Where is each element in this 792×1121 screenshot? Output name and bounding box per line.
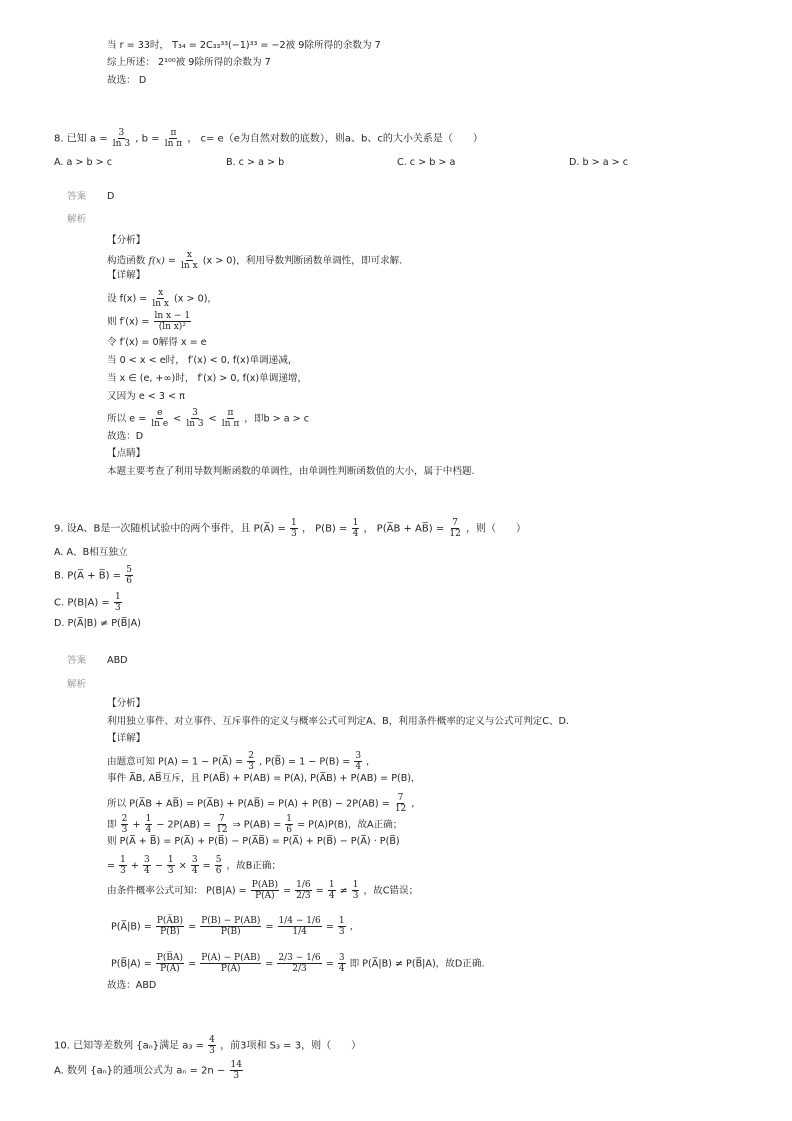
analysis-label: 解析 [67, 214, 87, 225]
denominator: 3 [338, 927, 345, 937]
text-line [107, 751, 369, 772]
numerator: π [170, 128, 177, 138]
math: f(x) = [148, 255, 176, 267]
denominator: 3 [248, 762, 254, 772]
option-d: D. b > a > c [569, 157, 629, 168]
numerator: 1 [115, 592, 121, 602]
denominator: ln x [181, 261, 198, 271]
denominator: P(B) [220, 927, 241, 937]
section-heading: 【分析】 [107, 698, 146, 709]
numerator: 7 [218, 814, 225, 824]
text: 由条件概率公式可知： P(B|A) = [107, 885, 247, 897]
denominator: 12 [216, 825, 228, 835]
numerator: 7 [397, 793, 404, 803]
section-heading: 【详解】 [107, 270, 146, 281]
denominator: 12 [394, 804, 407, 814]
text: , [349, 921, 353, 933]
fraction [151, 288, 170, 309]
text: B. P(A̅ + B̅) = [54, 570, 122, 582]
text: = P(A)P(B)，故A正确； [297, 819, 403, 831]
stem-text: 10. 已知等差数列 {aₙ}满足 a₃ = [54, 1040, 204, 1052]
fraction [328, 880, 336, 901]
stem-text: ，则（ ） [466, 523, 527, 535]
denominator: 4 [355, 762, 362, 772]
denominator: ln x [152, 299, 169, 309]
fraction [112, 128, 131, 149]
numerator: 3 [355, 751, 362, 761]
text: ≠ [339, 885, 348, 897]
text-line: 当 x ∈ (e, +∞)时， f′(x) > 0, f(x)单调递增， [107, 373, 308, 384]
fraction [164, 128, 183, 149]
text-line: 令 f′(x) = 0解得 x = e [107, 337, 207, 348]
numerator: x [158, 288, 164, 298]
fraction [354, 751, 362, 772]
fraction [143, 855, 151, 876]
text: + [132, 819, 141, 831]
option-b: B. c > a > b [226, 157, 285, 168]
text: = [107, 860, 116, 872]
fraction [285, 814, 293, 835]
fraction [277, 953, 321, 974]
numerator: 1 [338, 916, 345, 926]
denominator: P(A) [255, 891, 275, 901]
text-line [107, 814, 402, 835]
fraction [200, 916, 261, 937]
text: C. P(B|A) = [54, 597, 110, 609]
text: = [325, 958, 334, 970]
text: + [130, 860, 139, 872]
numerator: 2 [121, 814, 128, 824]
fraction [200, 953, 261, 974]
fraction [295, 880, 311, 901]
text-line: 综上所述： 2¹⁰⁰被 9除所得的余数为 7 [107, 57, 271, 68]
fraction [290, 518, 298, 539]
text: = [202, 860, 211, 872]
denominator: 2/3 [292, 964, 307, 974]
text: − [154, 860, 163, 872]
fraction [191, 855, 199, 876]
fraction [215, 855, 223, 876]
denominator: (ln x)² [158, 322, 186, 332]
denominator: 2/3 [296, 891, 311, 901]
text-line [107, 855, 281, 876]
answer-value: D [107, 191, 115, 202]
denominator: P(B) [160, 927, 180, 937]
text-line: 又因为 e < 3 < π [107, 391, 185, 402]
text: 则 f′(x) = [107, 316, 150, 328]
question-8-stem [54, 128, 483, 149]
denominator: 4 [145, 825, 152, 835]
stem-text: ， P(A̅B + AB̅) = [363, 523, 445, 535]
stem-text: ， P(B) = [301, 523, 348, 535]
numerator: 1 [145, 814, 152, 824]
text: A. 数列 {aₙ}的通项公式为 aₙ = 2n − [54, 1065, 226, 1077]
option-a [54, 1060, 244, 1081]
numerator: 5 [126, 565, 132, 575]
denominator: 12 [449, 529, 461, 539]
stem-text: 8. 已知 a = [54, 133, 108, 145]
numerator: 1 [352, 518, 359, 528]
text: P(A̅|B) = [111, 921, 152, 933]
text-line [107, 311, 192, 332]
stem-text: ， c= e（e为自然对数的底数），则a、b、c的大小关系是（ ） [187, 133, 483, 145]
text: < [173, 413, 182, 425]
denominator: 4 [338, 964, 345, 974]
numerator: π [227, 408, 234, 418]
text-line [111, 916, 353, 937]
stem-text: , b = [135, 133, 160, 145]
denominator: 3 [209, 1046, 215, 1056]
text-line [107, 880, 418, 901]
text: × [178, 860, 187, 872]
text-line [107, 408, 309, 429]
text: ，故C错误； [363, 885, 419, 897]
numerator: P(B̅A) [156, 953, 184, 963]
denominator: 4 [352, 529, 359, 539]
denominator: 3 [121, 825, 128, 835]
text-line: 则 P(A̅ + B̅) = P(A̅) + P(B̅) − P(A̅B̅) = P(A̅) + P(B̅) − P(A̅) · P(B̅) [107, 836, 400, 847]
option-d: D. P(A̅|B) ≠ P(B̅|A) [54, 618, 141, 629]
fraction [394, 793, 407, 814]
numerator: 2/3 − 1/6 [278, 953, 321, 963]
section-heading: 【分析】 [107, 235, 146, 246]
text: = [188, 921, 197, 933]
fraction [352, 880, 360, 901]
text: 由题意可知 P(A) = 1 − P(A̅) = [107, 756, 244, 768]
text: = [283, 885, 292, 897]
denominator: ln π [164, 139, 183, 149]
denominator: 6 [215, 866, 222, 876]
fraction [167, 855, 175, 876]
numerator: P(A̅B) [156, 916, 184, 926]
fraction [251, 880, 279, 901]
option-c [54, 592, 123, 613]
text: ⇒ P(AB) = [232, 819, 282, 831]
fraction [145, 814, 153, 835]
text-line: 本题主要考查了利用导数判断函数的单调性，由单调性判断函数值的大小，属于中档题. [107, 466, 475, 477]
numerator: P(AB) [251, 880, 278, 890]
denominator: 6 [286, 825, 293, 835]
fraction [180, 250, 199, 271]
numerator: 1 [328, 880, 335, 890]
text: ，故B正确； [226, 860, 282, 872]
fraction [338, 916, 346, 937]
numerator: 1 [291, 518, 297, 528]
text: = [315, 885, 324, 897]
denominator: ln 3 [186, 419, 204, 429]
text: 设 f(x) = [107, 293, 148, 305]
section-heading: 【详解】 [107, 733, 146, 744]
text-line [111, 953, 485, 974]
numerator: 3 [192, 408, 198, 418]
text: , P(B̅) = 1 − P(B) = [259, 756, 351, 768]
fraction [278, 916, 322, 937]
denominator: 3 [352, 891, 359, 901]
numerator: 5 [215, 855, 222, 865]
fraction [448, 518, 461, 539]
denominator: 1/4 [292, 927, 307, 937]
denominator: 3 [233, 1071, 240, 1081]
numerator: 7 [452, 518, 458, 528]
text: − 2P(AB) = [156, 819, 212, 831]
fraction [121, 814, 129, 835]
numerator: 1/6 [296, 880, 311, 890]
fraction [352, 518, 360, 539]
denominator: 3 [291, 529, 297, 539]
text: = [265, 958, 274, 970]
text: = [325, 921, 334, 933]
fraction [215, 814, 228, 835]
option-a: A. A、B相互独立 [54, 547, 128, 558]
numerator: 14 [230, 1060, 242, 1070]
text-line: 当 0 < x < e时， f′(x) < 0, f(x)单调递减， [107, 355, 298, 366]
text: 所以 e = [107, 413, 147, 425]
option-b [54, 565, 134, 586]
fraction [119, 855, 127, 876]
fraction [154, 311, 192, 332]
numerator: 3 [118, 128, 125, 138]
numerator: ln x − 1 [154, 311, 191, 321]
text-line [107, 793, 414, 814]
question-9-stem [54, 518, 526, 539]
numerator: 3 [144, 855, 150, 865]
text: , [366, 756, 370, 768]
text: (x > 0)， [174, 293, 218, 305]
analysis-label: 解析 [67, 679, 87, 690]
section-heading: 【点睛】 [107, 448, 146, 459]
stem-text: ，前3项和 S₃ = 3，则（ ） [220, 1040, 362, 1052]
fraction [125, 565, 133, 586]
answer-label: 答案 [67, 655, 87, 666]
numerator: 1 [120, 855, 126, 865]
fraction [230, 1060, 243, 1081]
denominator: 3 [120, 866, 126, 876]
denominator: ln 3 [112, 139, 131, 149]
text: 构造函数 [107, 255, 146, 267]
numerator: P(B) − P(AB) [201, 916, 261, 926]
option-a: A. a > b > c [54, 157, 113, 168]
text: P(B̅|A) = [111, 958, 152, 970]
text-line: 故选：ABD [107, 980, 157, 991]
fraction [247, 751, 255, 772]
numerator: 1 [286, 814, 293, 824]
numerator: 3 [338, 953, 345, 963]
numerator: 4 [209, 1035, 215, 1045]
numerator: e [157, 408, 163, 418]
text: 即 P(A̅|B) ≠ P(B̅|A)，故D正确. [349, 958, 485, 970]
text: = [265, 921, 274, 933]
numerator: 1/4 − 1/6 [278, 916, 321, 926]
denominator: P(A) [220, 964, 241, 974]
text: = [188, 958, 197, 970]
answer-value: ABD [107, 655, 128, 666]
text-line [107, 288, 217, 309]
fraction [338, 953, 346, 974]
fraction [114, 592, 122, 613]
text: (x > 0)，利用导数判断函数单调性，即可求解. [202, 255, 403, 267]
denominator: ln π [221, 419, 240, 429]
numerator: 2 [248, 751, 254, 761]
question-10-stem [54, 1035, 361, 1056]
text-line: 故选： D [107, 75, 147, 86]
text: ，即b > a > c [244, 413, 310, 425]
denominator: 3 [167, 866, 174, 876]
text-line [107, 250, 402, 271]
numerator: x [186, 250, 192, 260]
denominator: ln e [151, 419, 169, 429]
text-line: 利用独立事件、对立事件、互斥事件的定义与概率公式可判定A、B，利用条件概率的定义与公式可判定C、D. [107, 716, 569, 727]
option-c: C. c > b > a [397, 157, 456, 168]
numerator: 1 [352, 880, 359, 890]
text: 即 [107, 819, 117, 831]
answer-label: 答案 [67, 191, 87, 202]
fraction [156, 953, 184, 974]
fraction [221, 408, 240, 429]
text: , [411, 798, 415, 810]
text-line: 事件 A̅B, AB̅互斥，且 P(AB̅) + P(AB) = P(A), P(A̅B) + P(AB) = P(B)， [107, 773, 421, 784]
denominator: 3 [115, 603, 121, 613]
fraction [185, 408, 204, 429]
fraction [208, 1035, 216, 1056]
fraction [150, 408, 169, 429]
denominator: 4 [328, 891, 335, 901]
denominator: 4 [191, 866, 198, 876]
denominator: 6 [126, 576, 132, 586]
text-line: 故选：D [107, 431, 144, 442]
text: 所以 P(A̅B + AB̅) = P(A̅B) + P(AB̅) = P(A) + P(B) − 2P(AB) = [107, 798, 390, 810]
fraction [156, 916, 184, 937]
numerator: 3 [191, 855, 198, 865]
numerator: 1 [167, 855, 174, 865]
denominator: P(A) [160, 964, 180, 974]
text-line: 当 r = 33时， T₃₄ = 2C₃₃³³(−1)³³ = −2被 9除所得的余数为 7 [107, 40, 381, 51]
denominator: 4 [144, 866, 150, 876]
text: < [208, 413, 217, 425]
numerator: P(A) − P(AB) [201, 953, 261, 963]
stem-text: 9. 设A、B是一次随机试验中的两个事件，且 P(A̅) = [54, 523, 286, 535]
